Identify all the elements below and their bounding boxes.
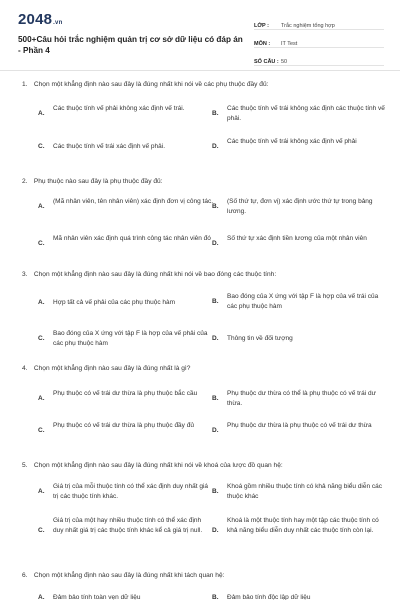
option-letter: C. <box>38 527 45 534</box>
question-stem: Chọn một khẳng định nào sau đây là đúng nhất khi nói về khoá của lược đồ quan hệ: <box>33 462 283 469</box>
option-letter: A. <box>38 488 45 495</box>
option-text: Đảm bảo tính độc lập dữ liệu <box>227 594 311 600</box>
option-letter: C. <box>38 335 45 342</box>
question-stem: Phụ thuộc nào sau đây là phụ thuộc đầy đủ: <box>33 178 163 185</box>
question-number: 2. <box>22 178 28 185</box>
option-text: (Số thứ tự, đơn vị) xác định ước thứ tự trong bảng lương. <box>227 198 373 215</box>
meta-row-count <box>254 51 384 66</box>
option-text: Các thuộc tính vế phải không xác định vế trái. <box>53 105 185 112</box>
meta-label: SỐ CÂU : <box>254 59 279 65</box>
question-number: 3. <box>22 271 28 278</box>
option-text: Mã nhân viên xác định quá trình công tác nhân viên đó <box>53 235 211 242</box>
option-text: Khoá gồm nhiều thuộc tính có khả năng biểu diễn các thuộc khác <box>227 483 383 500</box>
option-letter: B. <box>212 594 219 600</box>
site-logo[interactable] <box>18 11 62 28</box>
question-number: 1. <box>22 81 28 88</box>
option-letter: C. <box>38 143 45 150</box>
option-text: Đảm bảo tính toàn vẹn dữ liệu <box>53 594 141 600</box>
option-letter: B. <box>212 298 219 305</box>
question-stem: Chọn một khẳng định nào sau đây là đúng nhất khi nói về các phụ thuộc đầy đủ: <box>33 81 269 88</box>
question-stem: Chọn một khẳng định nào sau đây là đúng nhất là gì? <box>33 365 191 372</box>
logo-tld: .vn <box>53 20 63 26</box>
option-letter: B. <box>212 110 219 117</box>
meta-value-subject: IT Test <box>281 41 298 47</box>
option-text: Phụ thuộc có vế trái dư thừa là phụ thuộc bắc cầu <box>53 390 198 397</box>
meta-label: LỚP : <box>254 23 269 29</box>
document-title: 500+Câu hỏi trắc nghiệm quản trị cơ sở dữ liệu có đáp án - Phần 4 <box>18 35 243 55</box>
option-text: Phụ thuộc dư thừa là phụ thuộc có vế trái dư thừa <box>227 422 372 429</box>
option-text: Các thuộc tính vế trái không xác định các thuộc tính vế phải. <box>227 105 385 122</box>
option-letter: A. <box>38 594 45 600</box>
meta-label: MÔN : <box>254 41 271 47</box>
option-text: Phụ thuộc dư thừa có thể là phụ thuộc có vế trái dư thừa. <box>227 390 376 407</box>
option-letter: D. <box>212 427 219 434</box>
document-meta <box>254 15 384 69</box>
option-text: (Mã nhân viên, tên nhân viên) xác định đơn vị công tác. <box>53 198 213 205</box>
option-letter: A. <box>38 203 45 210</box>
option-letter: D. <box>212 335 219 342</box>
option-letter: A. <box>38 299 45 306</box>
option-text: Phụ thuộc có vế trái dư thừa là phụ thuộc đầy đủ <box>53 422 194 429</box>
option-letter: A. <box>38 110 45 117</box>
header-divider <box>0 70 400 71</box>
meta-value-class: Trắc nghiệm tổng hợp <box>281 23 335 29</box>
question-text <box>22 177 392 186</box>
option-text: Các thuộc tính vế trái không xác định vế phải <box>227 138 357 145</box>
question-number: 6. <box>22 572 28 579</box>
question-stem: Chọn một khẳng định nào sau đây là đúng nhất khi tách quan hệ: <box>33 572 225 579</box>
option-text: Hợp tất cả vế phải của các phụ thuộc hàm <box>53 299 176 306</box>
meta-row-subject <box>254 33 384 48</box>
option-letter: B. <box>212 203 219 210</box>
option-text: Giá trị của mỗi thuộc tính có thể xác định duy nhất giá trị các thuộc tính khác. <box>53 483 209 500</box>
meta-row-class <box>254 15 384 30</box>
option-letter: B. <box>212 488 219 495</box>
question-stem: Chọn một khẳng định nào sau đây là đúng nhất khi nói về bao đóng các thuộc tính: <box>33 271 277 278</box>
question-text <box>22 364 392 373</box>
option-letter: D. <box>212 143 219 150</box>
option-text: Các thuộc tính vế trái xác định vế phải. <box>53 143 166 150</box>
question-text <box>22 571 392 580</box>
option-letter: C. <box>38 427 45 434</box>
option-text: Bao đóng của X ứng với tập F là hợp của vế trái của các phụ thuộc hàm <box>227 293 379 310</box>
question-number: 5. <box>22 462 28 469</box>
option-text: Thông tin về đối tượng <box>227 335 293 342</box>
option-text: Số thứ tự xác định tiền lương của một nhân viên <box>227 235 367 242</box>
question-text <box>22 80 392 89</box>
option-text: Giá trị của một hay nhiều thuộc tính có thể xác định duy nhất giá trị các thuộc tính khác kể cả giá trị null. <box>53 517 203 534</box>
option-letter: D. <box>212 240 219 247</box>
option-letter: A. <box>38 395 45 402</box>
option-letter: B. <box>212 395 219 402</box>
question-number: 4. <box>22 365 28 372</box>
logo-text: 2048 <box>18 11 53 28</box>
meta-value-count: 50 <box>281 59 288 65</box>
option-letter: C. <box>38 240 45 247</box>
question-text <box>22 461 392 470</box>
document-header <box>0 0 400 68</box>
option-text: Khoá là một thuộc tính hay một tập các thuộc tính có khả năng biểu diễn duy nhất các thuộc tính còn lại. <box>227 517 379 534</box>
option-text: Bao đóng của X ứng với tập F là hợp của vế phải của các phụ thuộc hàm <box>53 330 208 347</box>
option-letter: D. <box>212 527 219 534</box>
question-text <box>22 270 392 279</box>
